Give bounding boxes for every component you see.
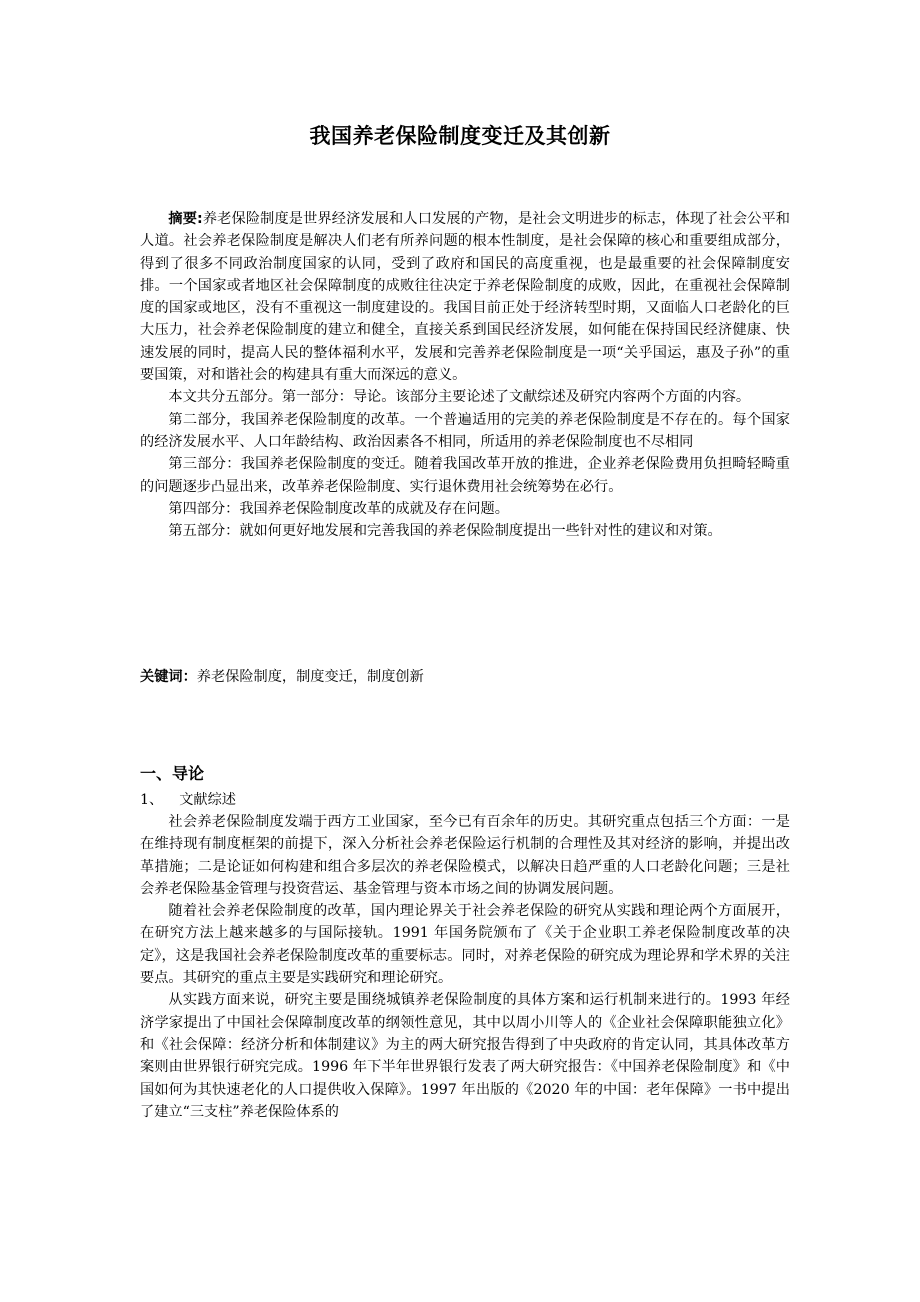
abstract-paragraph: 本文共分五部分。第一部分：导论。该部分主要论述了文献综述及研究内容两个方面的内容。 (168, 389, 751, 406)
body-paragraph: 从实践方面来说，研究主要是围绕城镇养老保险制度的具体方案和运行机制来进行的。1993 年经济学家提出了中国社会保障制度改革的纲领性意见，其中以周小川等人的《企业社会保障职能独立化》和《社会保障：经济分析和体制建议》为主的两大研究报告得到了中央政府的肯定认同，其具体改革方案则由世界银行研究完成。1996 年下半年世界银行发表了两大研究报告：《中国养老保险制度》和《中国如何为其快速老化的人口提供收入保障》。1997 年出版的《2020 年的中国：老年保障》一书中提出了建立“三支柱”养老保险体系的 (140, 992, 790, 1120)
abstract-section (140, 208, 790, 542)
abstract-paragraph (140, 208, 790, 386)
document-title: 我国养老保险制度变迁及其创新 (309, 124, 611, 148)
abstract-paragraph: 第二部分，我国养老保险制度的改革。一个普遍适用的完美的养老保险制度是不存在的。每个国家的经济发展水平、人口年龄结构、政治因素各不相同，所适用的养老保险制度也不尽相同 (140, 411, 790, 450)
keywords-text: 养老保险制度，制度变迁，制度创新 (196, 669, 424, 685)
abstract-paragraph: 第三部分：我国养老保险制度的变迁。随着我国改革开放的推进，企业养老保险费用负担畸轻畸重的问题逐步凸显出来，改革养老保险制度、实行退休费用社会统筹势在必行。 (140, 456, 790, 495)
body-paragraph: 社会养老保险制度发端于西方工业国家，至今已有百余年的历史。其研究重点包括三个方面：一是在维持现有制度框架的前提下，深入分析社会养老保险运行机制的合理性及其对经济的影响，并提出改革措施；二是论证如何构建和组合多层次的养老保险模式，以解决日趋严重的人口老龄化问题；三是社会养老保险基金管理与投资营运、基金管理与资本市场之间的协调发展问题。 (140, 814, 790, 897)
subsection-title: 文献综述 (179, 792, 236, 808)
abstract-text: 养老保险制度是世界经济发展和人口发展的产物，是社会文明进步的标志，体现了社会公平和人道。社会养老保险制度是解决人们老有所养问题的根本性制度，是社会保障的核心和重要组成部分，得到了很多不同政治制度国家的认同，受到了政府和国民的高度重视，也是最重要的社会保障制度安排。一个国家或者地区社会保障制度的成败往往决定于养老保险制度的成败，因此，在重视社会保障制度的国家或地区，没有不重视这一制度建设的。我国目前正处于经济转型时期，又面临人口老龄化的巨大压力，社会养老保险制度的建立和健全，直接关系到国民经济发展，如何能在保持国民经济健康、快速发展的同时，提高人民的整体福利水平，发展和完善养老保险制度是一项“关乎国运，惠及子孙”的重要国策，对和谐社会的构建具有重大而深远的意义。 (140, 211, 790, 384)
abstract-paragraph: 第五部分：就如何更好地发展和完善我国的养老保险制度提出一些针对性的建议和对策。 (168, 523, 722, 540)
section-heading: 一、导论 (140, 764, 205, 783)
keywords-label: 关键词： (140, 669, 197, 685)
literature-review-section (140, 811, 790, 1123)
subsection-heading (140, 789, 236, 811)
keywords-line (140, 666, 790, 688)
subsection-number: 1、 (140, 792, 164, 808)
body-paragraph: 随着社会养老保险制度的改革，国内理论界关于社会养老保险的研究从实践和理论两个方面展开，在研究方法上越来越多的与国际接轨。1991 年国务院颁布了《关于企业职工养老保险制度改革的决定》，这是我国社会养老保险制度改革的重要标志。同时，对养老保险的研究成为理论界和学术界的关注要点。其研究的重点主要是实践研究和理论研究。 (140, 903, 790, 987)
abstract-label: 摘要: (168, 211, 203, 227)
abstract-paragraph: 第四部分：我国养老保险制度改革的成就及存在问题。 (168, 500, 509, 517)
